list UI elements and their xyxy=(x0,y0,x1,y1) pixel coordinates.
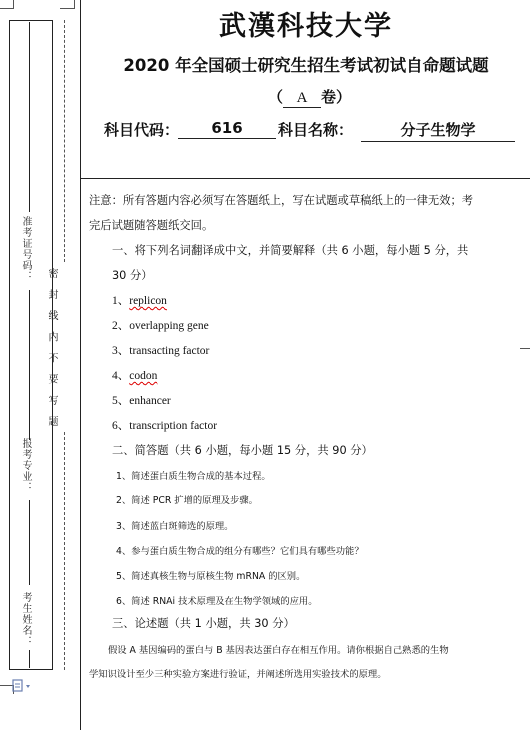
notice-line: 完后试题随答题纸交回。 xyxy=(89,219,214,232)
term-item: 3、transacting factor xyxy=(112,345,210,357)
binding-rule xyxy=(29,500,30,585)
paper-close: 卷） xyxy=(321,88,352,106)
seal-line xyxy=(64,432,65,670)
paper-open: （ xyxy=(268,88,284,106)
binding-rule xyxy=(29,650,30,668)
question-item: 6、简述 RNAi 技术原理及在生物学领域的应用。 xyxy=(116,596,318,607)
header-divider xyxy=(80,178,530,179)
term-item: 1、replicon xyxy=(112,295,167,307)
document-icon xyxy=(12,677,32,697)
major-label: 报考专业： xyxy=(20,438,31,493)
section-heading: 二、简答题（共 6 小题，每小题 15 分，共 90 分） xyxy=(112,444,373,457)
subject-code: 616 xyxy=(178,119,276,139)
crop-corner-icon xyxy=(0,8,14,9)
binding-rule xyxy=(29,290,30,440)
essay-line: 假设 A 基因编码的蛋白与 B 基因表达蛋白存在相互作用。请你根据自己熟悉的生物 xyxy=(108,645,449,656)
question-item: 3、简述蓝白斑筛选的原理。 xyxy=(116,521,234,532)
seat-number-label: 准考证号码： xyxy=(20,216,31,282)
term-item: 2、overlapping gene xyxy=(112,320,209,332)
crop-corner-icon xyxy=(74,0,75,9)
section-heading: 三、论述题（共 1 小题，共 30 分） xyxy=(112,617,295,630)
paper-code: A xyxy=(283,90,321,108)
essay-line: 学知识设计至少三种实验方案进行验证，并阐述所选用实验技术的原理。 xyxy=(89,669,387,680)
notice-line: 注意：所有答题内容必须写在答题纸上，写在试题或草稿纸上的一律无效；考 xyxy=(89,194,474,207)
name-label: 考生姓名： xyxy=(20,592,31,647)
question-item: 1、简述蛋白质生物合成的基本过程。 xyxy=(116,471,271,482)
seal-line-label: 密 封 线 内 不 要 写 题 xyxy=(46,268,57,431)
seal-line xyxy=(64,20,65,262)
subject-name: 分子生物学 xyxy=(361,119,515,142)
crop-corner-icon xyxy=(13,0,14,9)
term-item: 4、codon xyxy=(112,370,158,382)
question-item: 2、简述 PCR 扩增的原理及步骤。 xyxy=(116,495,258,506)
question-item: 4、参与蛋白质生物合成的组分有哪些？它们具有哪些功能？ xyxy=(116,546,364,557)
crop-corner-icon xyxy=(60,8,74,9)
university-name: 武漢科技大学 xyxy=(219,11,393,42)
paper-version xyxy=(268,86,351,108)
question-item: 5、简述真核生物与原核生物 mRNA 的区别。 xyxy=(116,571,306,582)
subject-code-label: 科目代码： xyxy=(104,121,180,139)
section-heading: 一、将下列名词翻译成中文，并简要解释（共 6 小题，每小题 5 分，共 xyxy=(112,244,469,257)
exam-title: 2020 年全国硕士研究生招生考试初试自命题试题 xyxy=(123,56,489,75)
subject-name-label: 科目名称： xyxy=(278,121,354,139)
section-heading: 30 分） xyxy=(112,269,153,282)
binding-rule xyxy=(29,22,30,212)
term-item: 6、transcription factor xyxy=(112,420,218,432)
term-item: 5、enhancer xyxy=(112,395,171,407)
